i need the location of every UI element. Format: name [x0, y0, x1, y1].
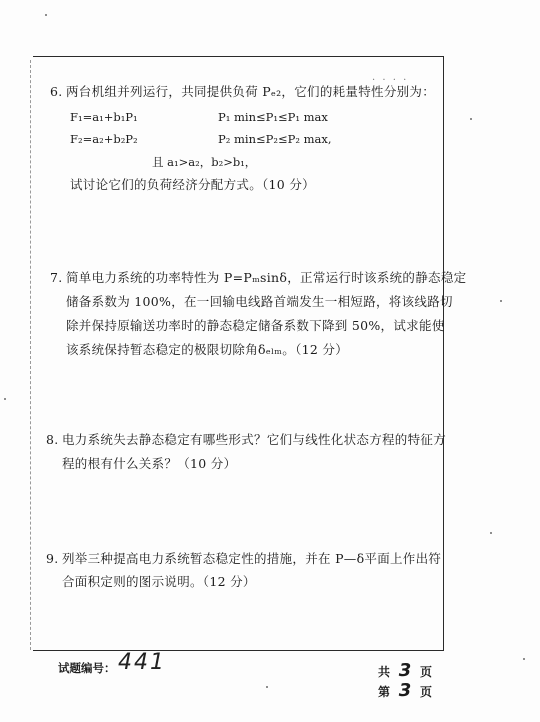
exam-code-handwritten: 441	[118, 650, 166, 675]
total-pages-prefix: 共	[378, 665, 391, 679]
formula-p1-range: P₁ min≤P₁≤P₁ max	[218, 110, 328, 124]
current-page-value: 3	[398, 680, 412, 701]
total-pages-value: 3	[398, 660, 412, 681]
question-text-line: 合面积定则的图示说明。（12 分）	[62, 574, 256, 589]
total-pages-suffix: 页	[420, 665, 433, 679]
page-frame-left-edge	[30, 60, 31, 650]
scan-speck	[266, 686, 268, 688]
question-number: 6.	[50, 84, 63, 99]
scan-speck	[45, 14, 47, 16]
scan-speck	[470, 118, 472, 120]
formula-condition: 且 a₁>a₂，b₂>b₁，	[152, 155, 257, 169]
current-page	[378, 680, 432, 701]
question-text-line: 该系统保持暂态稳定的极限切除角δₑₗₘ。（12 分）	[66, 342, 348, 357]
exam-code-label: 试题编号：	[58, 661, 116, 675]
scan-speck	[4, 398, 6, 400]
scan-speck	[523, 658, 525, 660]
question-text-line: 电力系统失去静态稳定有哪些形式？它们与线性化状态方程的特征方	[62, 432, 447, 447]
formula-p2-range: P₂ min≤P₂≤P₂ max,	[218, 132, 332, 146]
question-9	[46, 548, 441, 570]
page-bottom-rule	[33, 650, 443, 651]
question-text-line: 简单电力系统的功率特性为 P=Pₘsinδ，正常运行时该系统的静态稳定	[66, 270, 467, 285]
question-text-line: 程的根有什么关系？（10 分）	[62, 456, 237, 471]
question-6-task: 试讨论它们的负荷经济分配方式。（10 分）	[70, 177, 315, 192]
question-8	[46, 429, 446, 451]
question-7	[50, 267, 466, 289]
formula-f1: F₁=a₁+b₁P₁	[70, 110, 138, 124]
question-text-line: 列举三种提高电力系统暂态稳定性的措施，并在 P—δ平面上作出符	[62, 551, 442, 566]
question-number: 9.	[46, 551, 59, 566]
scan-dots: . . . .	[372, 72, 409, 83]
total-pages	[378, 660, 432, 681]
question-6	[50, 81, 435, 103]
question-text-line: 储备系数为 100%，在一回输电线路首端发生一相短路，将该线路切	[66, 294, 453, 309]
question-text-line: 两台机组并列运行，共同提供负荷 Pₑ₂，它们的耗量特性分别为：	[66, 84, 436, 99]
current-page-suffix: 页	[420, 685, 433, 699]
current-page-prefix: 第	[378, 685, 391, 699]
scan-speck	[490, 532, 492, 534]
scan-speck	[500, 300, 502, 302]
question-number: 7.	[50, 270, 63, 285]
formula-f2: F₂=a₂+b₂P₂	[70, 132, 138, 146]
question-number: 8.	[46, 432, 59, 447]
question-text-line: 除并保持原输送功率时的静态稳定储备系数下降到 50%，试求能使	[66, 318, 445, 333]
